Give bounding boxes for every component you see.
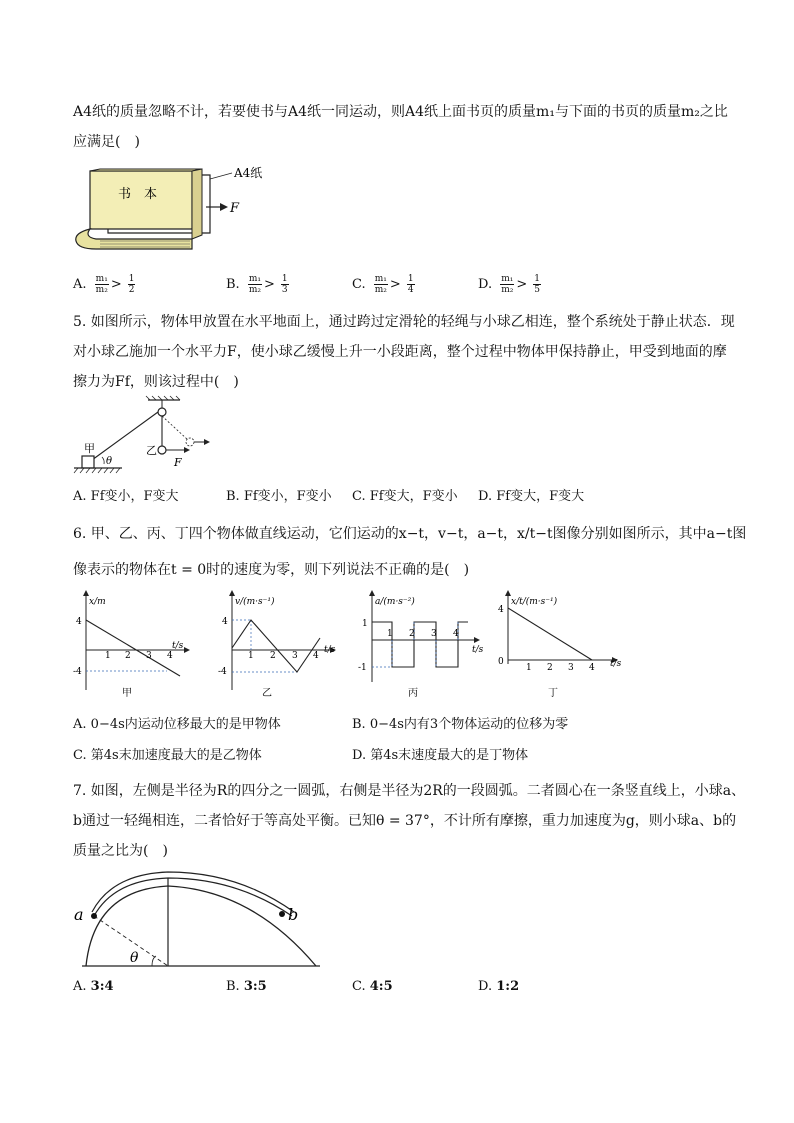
q7-option-b[interactable]: B. 3:5 — [226, 979, 267, 994]
svg-text:t/s: t/s — [172, 641, 184, 651]
q4-paper-label: A4纸 — [234, 166, 263, 180]
q6-graph-ding — [492, 590, 624, 702]
q4-stem-line2: 应满足( ) — [73, 134, 140, 150]
svg-text:1: 1 — [248, 651, 254, 661]
q4-option-b[interactable]: B. $\frac{\text{m₁}}{\text{m₂}}$ > $\frac{1}{3}$ — [226, 274, 288, 295]
q6-option-b[interactable]: B. 0−4s内有3个物体运动的位移为零 — [352, 717, 569, 732]
svg-text:3: 3 — [292, 651, 298, 661]
q4-book-figure — [70, 165, 280, 255]
svg-text:2: 2 — [409, 629, 415, 639]
q5-force-label: F — [174, 456, 182, 469]
q7-option-a[interactable]: A. 3:4 — [73, 979, 114, 994]
svg-text:丁: 丁 — [548, 688, 558, 699]
q7-stem-line2: b通过一轻绳相连，二者恰好于等高处平衡。已知θ = 37°，不计所有摩擦，重力加速度为g，则小球a、b的 — [73, 813, 737, 829]
q7-arc-figure — [72, 868, 332, 970]
svg-text:-4: -4 — [218, 667, 227, 677]
svg-text:1: 1 — [105, 651, 111, 661]
q5-option-c[interactable]: C. Ff变大，F变小 — [352, 489, 458, 504]
arrow-icon — [184, 447, 190, 453]
svg-text:x/m: x/m — [89, 597, 106, 607]
svg-text:1: 1 — [526, 663, 532, 673]
q6-graph-bing — [356, 590, 486, 702]
q7-a-label: a — [74, 905, 84, 924]
q7-stem-line1: 7. 如图，左侧是半径为R的四分之一圆弧，右侧是半径为2R的一段圆弧。二者圆心在一条竖直线上，小球a、 — [73, 783, 746, 799]
svg-text:4: 4 — [498, 605, 504, 615]
svg-text:t/s: t/s — [324, 645, 336, 655]
q4-option-d[interactable]: D. $\frac{\text{m₁}}{\text{m₂}}$ > $\frac{1}{5}$ — [478, 274, 541, 295]
svg-text:4: 4 — [313, 651, 319, 661]
pulley-icon — [158, 408, 166, 416]
svg-text:4: 4 — [76, 617, 82, 627]
q6-option-d[interactable]: D. 第4s末速度最大的是丁物体 — [352, 748, 529, 763]
q4-stem-line1: A4纸的质量忽略不计，若要使书与A4纸一同运动，则A4纸上面书页的质量m₁与下面的书页的质量m₂之比 — [73, 104, 728, 120]
svg-text:1: 1 — [387, 629, 393, 639]
q5-theta-label: θ — [106, 456, 113, 467]
svg-text:2: 2 — [547, 663, 553, 673]
svg-text:a/(m·s⁻²): a/(m·s⁻²) — [375, 597, 415, 607]
ball-a-icon — [91, 913, 97, 919]
q5-stem-line2: 对小球乙施加一个水平力F，使小球乙缓慢上升一小段距离，整个过程中物体甲保持静止，甲受到地面的摩 — [73, 344, 727, 360]
svg-text:-4: -4 — [73, 667, 82, 677]
svg-text:2: 2 — [125, 651, 131, 661]
svg-text:-1: -1 — [358, 663, 367, 673]
q4-option-c[interactable]: C. $\frac{\text{m₁}}{\text{m₂}}$ > $\frac{1}{4}$ — [352, 274, 414, 295]
q5-pulley-figure — [72, 396, 222, 476]
q5-option-a[interactable]: A. Ff变小，F变大 — [73, 489, 179, 504]
q5-option-b[interactable]: B. Ff变小，F变小 — [226, 489, 332, 504]
svg-text:甲: 甲 — [122, 688, 132, 699]
svg-text:4: 4 — [453, 629, 459, 639]
svg-text:x/t/(m·s⁻¹): x/t/(m·s⁻¹) — [511, 597, 558, 607]
q7-stem-line3: 质量之比为( ) — [73, 843, 168, 859]
svg-text:2: 2 — [270, 651, 276, 661]
q6-graph-yi — [220, 590, 344, 702]
q5-stem-line1: 5. 如图所示，物体甲放置在水平地面上，通过跨过定滑轮的轻绳与小球乙相连，整个系统处于静止状态．现 — [73, 314, 735, 330]
q6-option-a[interactable]: A. 0−4s内运动位移最大的是甲物体 — [73, 717, 281, 732]
q5-stem-line3: 擦力为Ff，则该过程中( ) — [73, 374, 239, 390]
svg-text:3: 3 — [431, 629, 437, 639]
ball-icon — [158, 446, 166, 454]
q5-option-d[interactable]: D. Ff变大，F变大 — [478, 489, 585, 504]
svg-text:t/s: t/s — [610, 659, 622, 669]
q6-stem-line1: 6. 甲、乙、丙、丁四个物体做直线运动，它们运动的x−t，v−t，a−t，x/t−t图像分别如图所示，其中a−t图 — [73, 526, 747, 542]
q7-option-d[interactable]: D. 1:2 — [478, 979, 520, 994]
q5-yi-label: 乙 — [146, 444, 157, 457]
svg-text:t/s: t/s — [472, 645, 484, 655]
svg-text:4: 4 — [222, 617, 228, 627]
svg-text:4: 4 — [167, 651, 173, 661]
svg-text:0: 0 — [498, 657, 504, 667]
svg-text:v/(m·s⁻¹): v/(m·s⁻¹) — [235, 597, 275, 607]
ball-b-icon — [279, 911, 285, 917]
q5-jia-label: 甲 — [84, 442, 95, 455]
svg-text:乙: 乙 — [262, 688, 272, 699]
q4-book-label: 书 本 — [118, 187, 158, 202]
svg-text:4: 4 — [589, 663, 595, 673]
q6-graph-jia — [72, 590, 192, 702]
q6-stem-line2: 像表示的物体在t = 0时的速度为零，则下列说法不正确的是( ) — [73, 562, 470, 578]
arrow-icon — [220, 203, 228, 211]
q4-force-label: F — [230, 201, 240, 216]
svg-text:3: 3 — [146, 651, 152, 661]
q7-theta-label: θ — [130, 950, 139, 966]
svg-text:3: 3 — [568, 663, 574, 673]
q7-option-c[interactable]: C. 4:5 — [352, 979, 393, 994]
svg-text:1: 1 — [362, 619, 368, 629]
q6-option-c[interactable]: C. 第4s末加速度最大的是乙物体 — [73, 748, 262, 763]
q4-option-a[interactable]: A. $\frac{\text{m₁}}{\text{m₂}}$ > $\frac{1}{2}$ — [73, 274, 135, 295]
q7-b-label: b — [288, 905, 299, 924]
svg-text:丙: 丙 — [408, 688, 418, 699]
